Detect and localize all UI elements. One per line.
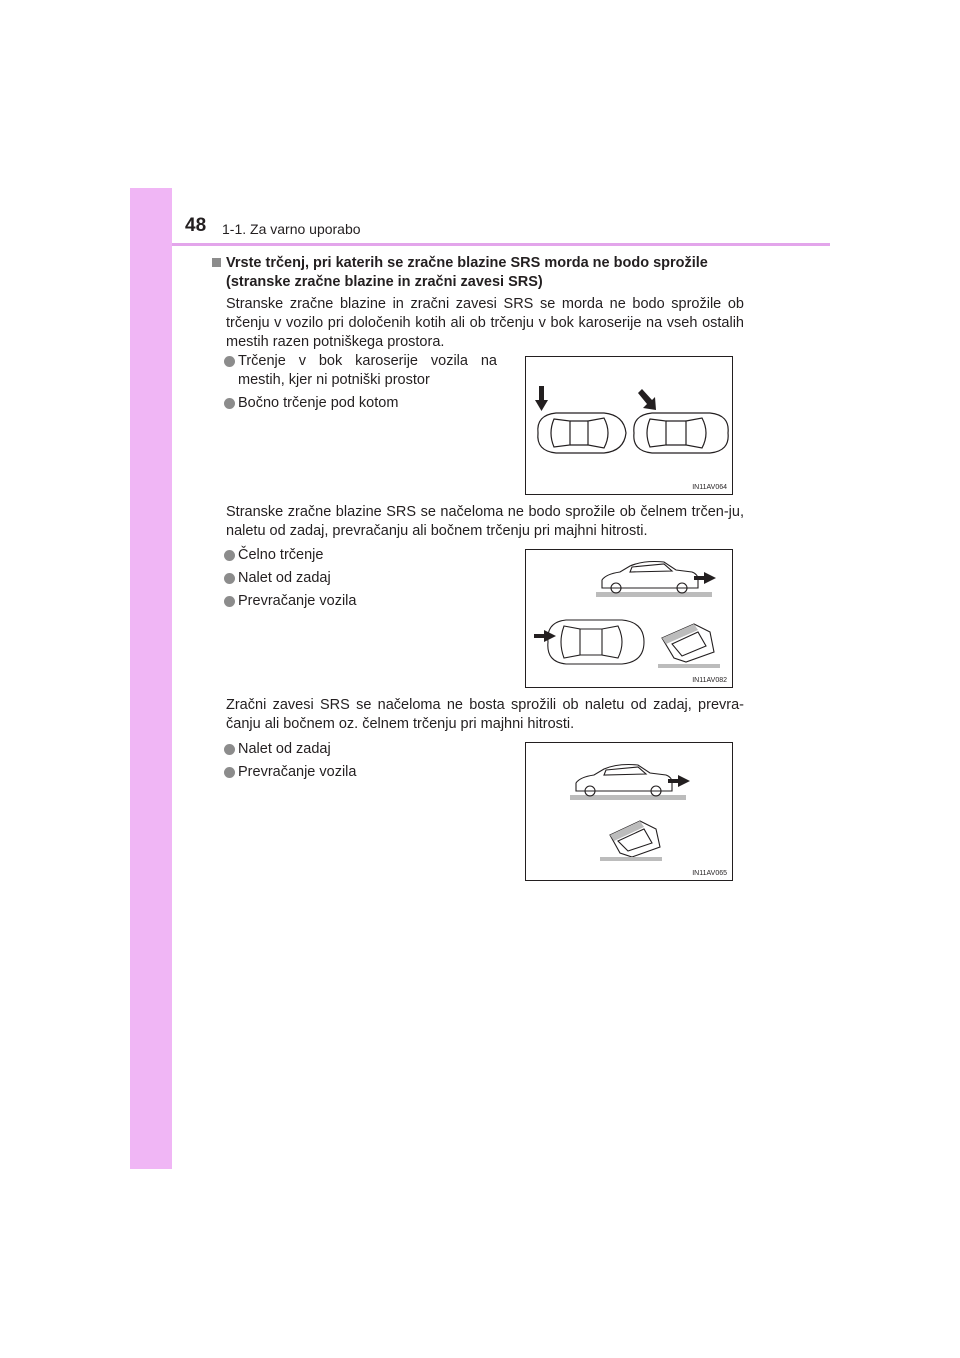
header-rule [172,243,830,246]
section-heading: Vrste trčenj, pri katerih se zračne blazine SRS morda ne bodo sprožile (stranske zračne blazine in zračni zavesi SRS) [212,254,752,292]
figure-frontal-rear-rollover [525,549,733,688]
list-item: Trčenje v bok karoserije vozila na mestih, kjer ni potniški prostor [224,352,497,390]
figure-code: IN11AV065 [692,870,727,877]
intro-paragraph: Stranske zračne blazine in zračni zavesi SRS se morda ne bodo sprožile ob trčenju v vozilo pri določenih kotih ali ob trčenju v bok karoserije na vseh ostalih mestih razen potniškega prostora. [226,296,744,350]
list-item: Čelno trčenje [224,546,497,565]
list-item: Bočno trčenje pod kotom [224,394,497,413]
bullet-icon [224,744,235,755]
cars-top-view-illustration [526,357,732,494]
list-item: Nalet od zadaj [224,569,497,588]
figure-code: IN11AV064 [692,484,727,491]
bullet-icon [224,356,235,367]
rear-rollover-illustration [526,743,732,880]
bullet-icon [224,596,235,607]
bullet-icon [224,767,235,778]
bullet-icon [224,550,235,561]
square-bullet-icon [212,258,221,267]
list-item: Prevračanje vozila [224,763,497,782]
paragraph-2: Stranske zračne blazine SRS se načeloma ne bodo sprožile ob čelnem trčen-ju, naletu od zadaj, prevračanju ali bočnem trčenju pri majhni hitrosti. [226,504,744,539]
frontal-rear-rollover-illustration [526,550,732,687]
page-number: 48 [185,215,207,236]
bullet-icon [224,398,235,409]
side-tab [130,188,172,1169]
chapter-title: 1-1. Za varno uporabo [222,221,361,237]
paragraph-3: Zračni zavesi SRS se načeloma ne bosta sprožili ob naletu od zadaj, prevra-čanju ali bočnem oz. čelnem trčenju pri majhni hitrosti. [226,697,744,732]
bullet-icon [224,573,235,584]
figure-side-collision [525,356,733,495]
figure-code: IN11AV082 [692,677,727,684]
list-item: Prevračanje vozila [224,592,497,611]
figure-rear-rollover [525,742,733,881]
list-item: Nalet od zadaj [224,740,497,759]
